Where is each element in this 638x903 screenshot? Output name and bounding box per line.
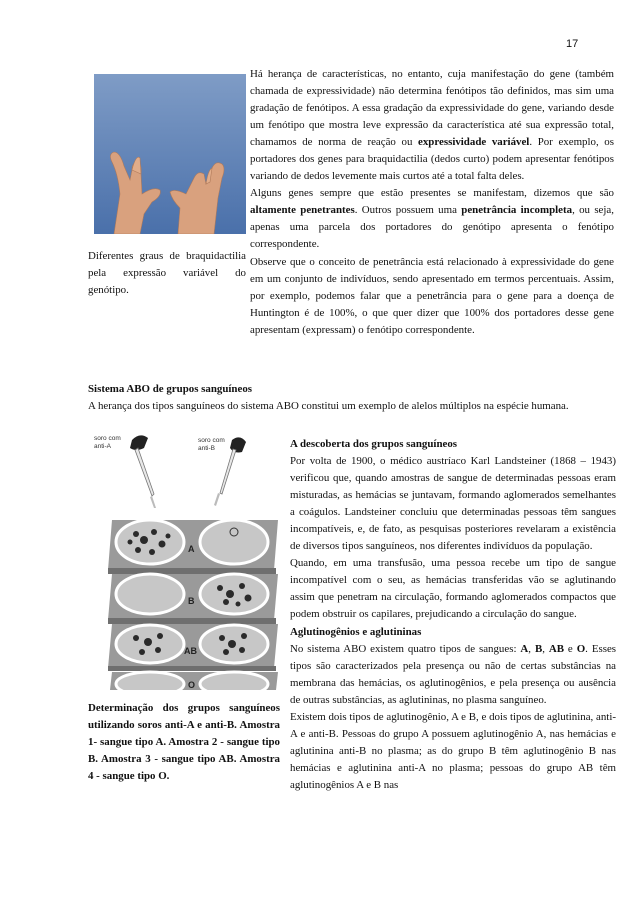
row-label-b: B: [188, 596, 195, 606]
dropper-left-label-1: soro com: [94, 435, 121, 442]
page-number: 17: [566, 38, 579, 50]
blood-type-b: B: [534, 642, 543, 655]
slide-row-ab: [108, 624, 278, 671]
blood-type-ab: AB: [548, 642, 564, 655]
agglutinogens-title: Aglutinogênios e aglutininas: [290, 625, 422, 638]
expressivity-paragraph-end: . Por exemplo, os portadores dos genes para braquidactilia (dedos curto) podem apresentar fenótipos variando de dedos levemente mais curtos até a total falta deles.: [250, 136, 614, 183]
blood-type-o: O: [576, 642, 586, 655]
blood-type-a: A: [520, 642, 529, 655]
high-penetrance-term: altamente penetrantes: [250, 204, 355, 217]
slide-row-b: [108, 574, 278, 624]
separator-1: ,: [528, 642, 535, 655]
penetrance-paragraph-mid: . Outros possuem uma: [354, 204, 462, 217]
brachydactyly-hands-photo: [94, 74, 246, 234]
abo-test-figure: [92, 428, 284, 690]
expressivity-term: expressividade variável: [418, 136, 530, 149]
blood-types-intro: No sistema ABO existem quatro tipos de sangues:: [290, 642, 521, 655]
dropper-anti-b: [214, 437, 246, 506]
discovery-title: A descoberta dos grupos sanguíneos: [290, 438, 458, 450]
abo-figure-caption: Determinação dos grupos sanguíneos utilizando soros anti-A e anti-B. Amostra 1- sangue tipo A. Amostra 2 - sangue tipo B. Amostra 3 - sangue tipo AB. Amostra 4 - sangue tipo O.: [88, 702, 280, 782]
discovery-text: [290, 436, 616, 794]
penetrance-paragraph-end: , ou seja, apenas uma parcela dos portadores do genótipo apresenta o fenótipo correspondente.: [250, 204, 614, 251]
blood-types-description: . Esses tipos são caracterizados pela presença ou não de certas substâncias na membrana das hemácias, os aglutinogênios, e pela presença ou ausência de outras substâncias, as aglutininas, no plasma sanguíneo.: [290, 642, 617, 706]
dropper-anti-a: [130, 435, 156, 508]
penetrance-paragraph-start: Alguns genes sempre que estão presentes se manifestam, dizemos que são: [250, 187, 614, 200]
separator-3: e: [564, 642, 577, 655]
row-label-o: O: [188, 680, 196, 690]
row-label-ab: AB: [184, 646, 197, 656]
dropper-right-label-1: soro com: [198, 437, 225, 444]
abo-section-intro: [88, 381, 618, 414]
discovery-paragraph-1: Por volta de 1900, o médico austríaco Karl Landsteiner (1868 – 1943) verificou que, quando amostras de sangue de determinadas pessoas eram misturadas, as hemácias se juntavam, formando aglomerados semelhantes a coágulos. Landsteiner concluiu que determinadas pessoas têm sangues incompatíveis, e, de fato, as pesquisas posteriores revelaram a existência de diversos tipos sanguíneos, nos diferentes indivíduos da população.: [290, 455, 616, 553]
hands-caption: Diferentes graus de braquidactilia pela expressão variável do genótipo.: [88, 250, 246, 296]
section-text: A herança dos tipos sanguíneos do sistema ABO constitui um exemplo de alelos múltiplos na espécie humana.: [88, 399, 569, 412]
expressivity-text: [250, 66, 614, 339]
slide-row-a: [108, 520, 278, 574]
expressivity-paragraph-start: Há herança de características, no entanto, cuja manifestação do gene (também chamada de expressividade) não determina fenótipos tão definidos, mas sim uma gradação de fenótipos. A essa gradação da expressividade do gene, variando desde um fenótipo que mostra leve expressão da característica até sua expressão total, chamamos de norma de reação ou: [250, 68, 614, 149]
section-title: Sistema ABO de grupos sanguíneos: [88, 383, 252, 395]
row-label-a: A: [188, 544, 195, 554]
separator-2: ,: [542, 642, 549, 655]
dropper-left-label-2: anti-A: [94, 443, 111, 450]
agglutinogens-paragraph-2: Existem dois tipos de aglutinogênio, A e B, e dois tipos de aglutinina, anti-A e anti-B. Pessoas do grupo A possuem aglutinogênio A, nas hemácias e aglutinina anti-B no plasma; as do grupo B têm aglutinogênio B nas hemácias e aglutinina anti-A no plasma; pessoas do grupo AB têm aglutinogênios A e B nas: [290, 710, 616, 791]
dropper-right-label-2: anti-B: [198, 445, 215, 452]
huntington-paragraph: Observe que o conceito de penetrância está relacionado à expressividade do gene em um conjunto de indivíduos, sendo apresentado em termos percentuais. Assim, por exemplo, podemos falar que a penetrância para o gene para a doença de Huntington é de 100%, o que quer dizer que 100% dos portadores desse gene apresentam (expressam) o fenótipo correspondente.: [250, 255, 614, 336]
slide-row-o: [110, 672, 278, 690]
incomplete-penetrance-term: penetrância incompleta: [461, 204, 573, 217]
discovery-paragraph-2: Quando, em uma transfusão, uma pessoa recebe um tipo de sangue incompatível com o seu, as hemácias transferidas vão se aglutinando assim que penetram na circulação, formando aglomerados compactos que podem obstruir os capilares, prejudicando a circulação do sangue.: [290, 557, 616, 621]
